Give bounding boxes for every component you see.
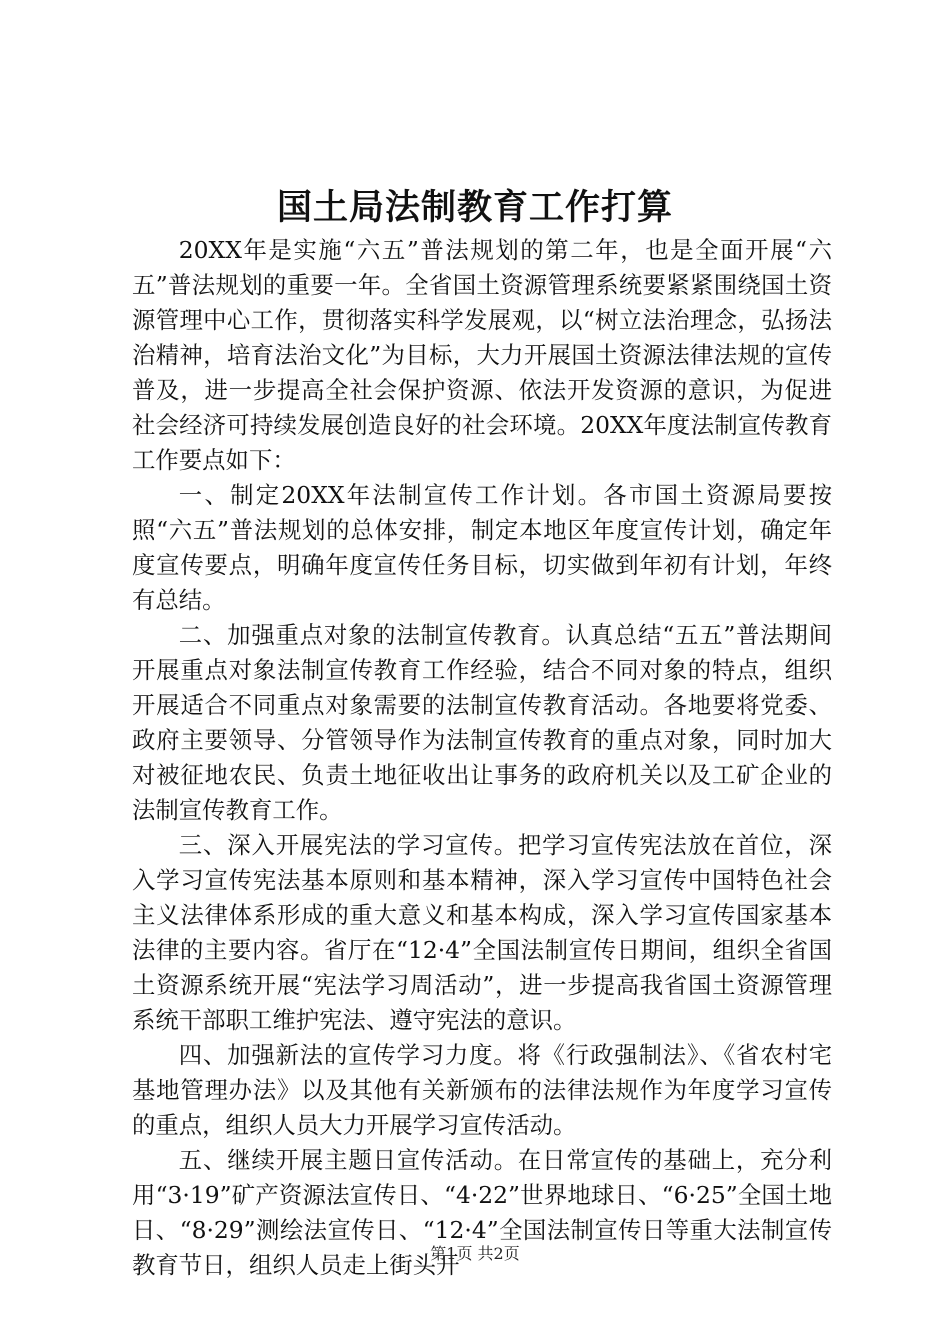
paragraph-item-3: 三、深入开展宪法的学习宣传。把学习宣传宪法放在首位，深入学习宣传宪法基本原则和基本精神，深入学习宣传中国特色社会主义法律体系形成的重大意义和基本构成，深入学习宣传国家基本法律的主要内容。省厅在“12·4”全国法制宣传日期间，组织全省国土资源系统开展“宪法学习周活动”，进一步提高我省国土资源管理系统干部职工维护宪法、遵守宪法的意识。: [132, 831, 832, 1034]
paragraph-intro: 20XX年是实施“六五”普法规划的第二年，也是全面开展“六五”普法规划的重要一年。全省国土资源管理系统要紧紧围绕国土资源管理中心工作，贯彻落实科学发展观，以“树立法治理念，弘扬法治精神，培育法治文化”为目标，大力开展国土资源法律法规的宣传普及，进一步提高全社会保护资源、依法开发资源的意识，为促进社会经济可持续发展创造良好的社会环境。20XX年度法制宣传教育工作要点如下：: [132, 236, 832, 474]
page-footer: 第1页 共2页: [430, 1244, 520, 1263]
document-body: [132, 233, 832, 1283]
paragraph-item-2: 二、加强重点对象的法制宣传教育。认真总结“五五”普法期间开展重点对象法制宣传教育工作经验，结合不同对象的特点，组织开展适合不同重点对象需要的法制宣传教育活动。各地要将党委、政府主要领导、分管领导作为法制宣传教育的重点对象，同时加大对被征地农民、负责土地征收出让事务的政府机关以及工矿企业的法制宣传教育工作。: [132, 621, 832, 824]
paragraph-item-4: 四、加强新法的宣传学习力度。将《行政强制法》、《省农村宅基地管理办法》以及其他有关新颁布的法律法规作为年度学习宣传的重点，组织人员大力开展学习宣传活动。: [132, 1041, 832, 1139]
document-title: 国土局法制教育工作打算: [276, 187, 673, 228]
paragraph-item-5: 五、继续开展主题日宣传活动。在日常宣传的基础上，充分利用“3·19”矿产资源法宣传日、“4·22”世界地球日、“6·25”全国土地日、“8·29”测绘法宣传日、“12·4”全国法制宣传日等重大法制宣传教育节日，组织人员走上街头开: [132, 1146, 832, 1279]
paragraph-item-1: 一、制定20XX年法制宣传工作计划。各市国土资源局要按照“六五”普法规划的总体安排，制定本地区年度宣传计划，确定年度宣传要点，明确年度宣传任务目标，切实做到年初有计划，年终有总结。: [132, 481, 832, 614]
